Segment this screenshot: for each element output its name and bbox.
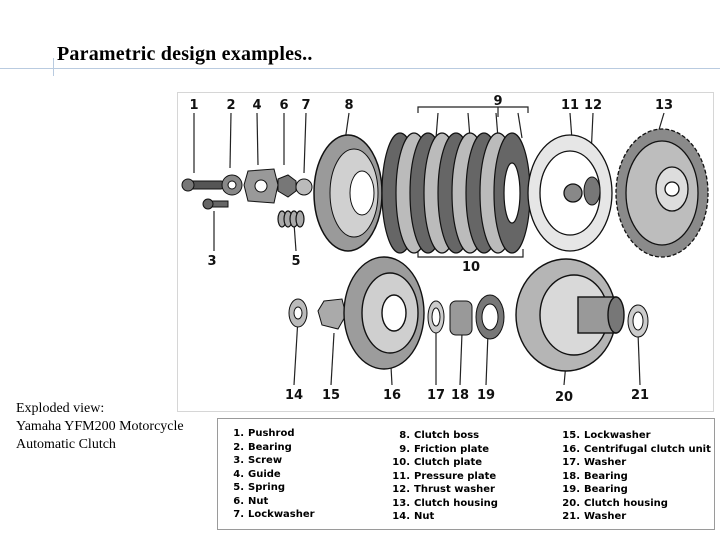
callout-13: 13 [654,98,674,113]
callout-20: 20 [554,390,574,405]
callout-11: 11 [560,98,580,113]
legend-item: 5. Spring [233,482,285,493]
legend-column-1 [222,427,315,522]
legend-item: 18. Bearing [562,470,628,482]
legend-item: 14. Nut [392,511,435,522]
callout-19: 19 [476,388,496,403]
title-rule [0,68,720,69]
callout-4: 4 [252,98,262,113]
callout-1: 1 [189,98,199,113]
pushrod-part [182,179,223,191]
legend-item: 21. Washer [562,511,627,522]
legend-column-2 [388,429,498,524]
legend-item: 13. Clutch housing [392,497,498,509]
legend-item: 7. Lockwasher [233,509,315,520]
clutch-drum-part [516,259,624,371]
callout-17: 17 [426,388,446,403]
callout-21: 21 [630,388,650,403]
legend-item: 10. Clutch plate [392,457,483,468]
caption-line-1: Exploded view: [16,401,105,416]
callout-6: 6 [279,98,289,113]
legend-item: 11. Pressure plate [392,470,497,482]
legend-item: 4. Guide [233,468,281,480]
callout-12: 12 [583,98,603,113]
legend-column-3 [558,429,711,524]
callout-15: 15 [321,388,341,403]
legend-item: 1. Pushrod [233,428,295,439]
caption-line-3: Automatic Clutch [16,437,116,452]
clutch-exploded-svg [178,93,713,411]
callout-18: 18 [450,388,470,403]
centrifugal-clutch-part [344,257,424,369]
plate-stack [382,133,530,253]
legend-item: 9. Friction plate [399,443,490,455]
title-rule-tick [53,58,54,76]
legend-item: 19. Bearing [562,484,628,495]
legend-item: 17. Washer [562,457,627,468]
callout-3: 3 [207,254,217,269]
legend-item: 3. Screw [233,455,283,466]
slide-title: Parametric design examples.. [57,43,313,65]
callout-8: 8 [344,98,354,113]
legend-item: 8. Clutch boss [399,430,480,441]
callout-16: 16 [382,388,402,403]
clutch-boss-part [314,135,382,251]
callout-10: 10 [461,260,481,275]
callout-14: 14 [284,388,304,403]
legend-item: 6. Nut [233,495,269,507]
callout-5: 5 [291,254,301,269]
callout-7: 7 [301,98,311,113]
legend-item: 15. Lockwasher [562,430,651,441]
legend-item: 16. Centrifugal clutch unit [562,443,711,455]
clutch-housing-gear-part [616,129,708,257]
callout-2: 2 [226,98,236,113]
exploded-view-diagram [177,92,714,412]
legend-item: 2. Bearing [233,441,292,453]
legend-item: 20. Clutch housing [562,497,668,509]
caption-line-2: Yamaha YFM200 Motorcycle [16,419,184,434]
legend-item: 12. Thrust washer [392,484,495,495]
parts-legend [217,418,715,530]
callout-9: 9 [493,94,503,109]
